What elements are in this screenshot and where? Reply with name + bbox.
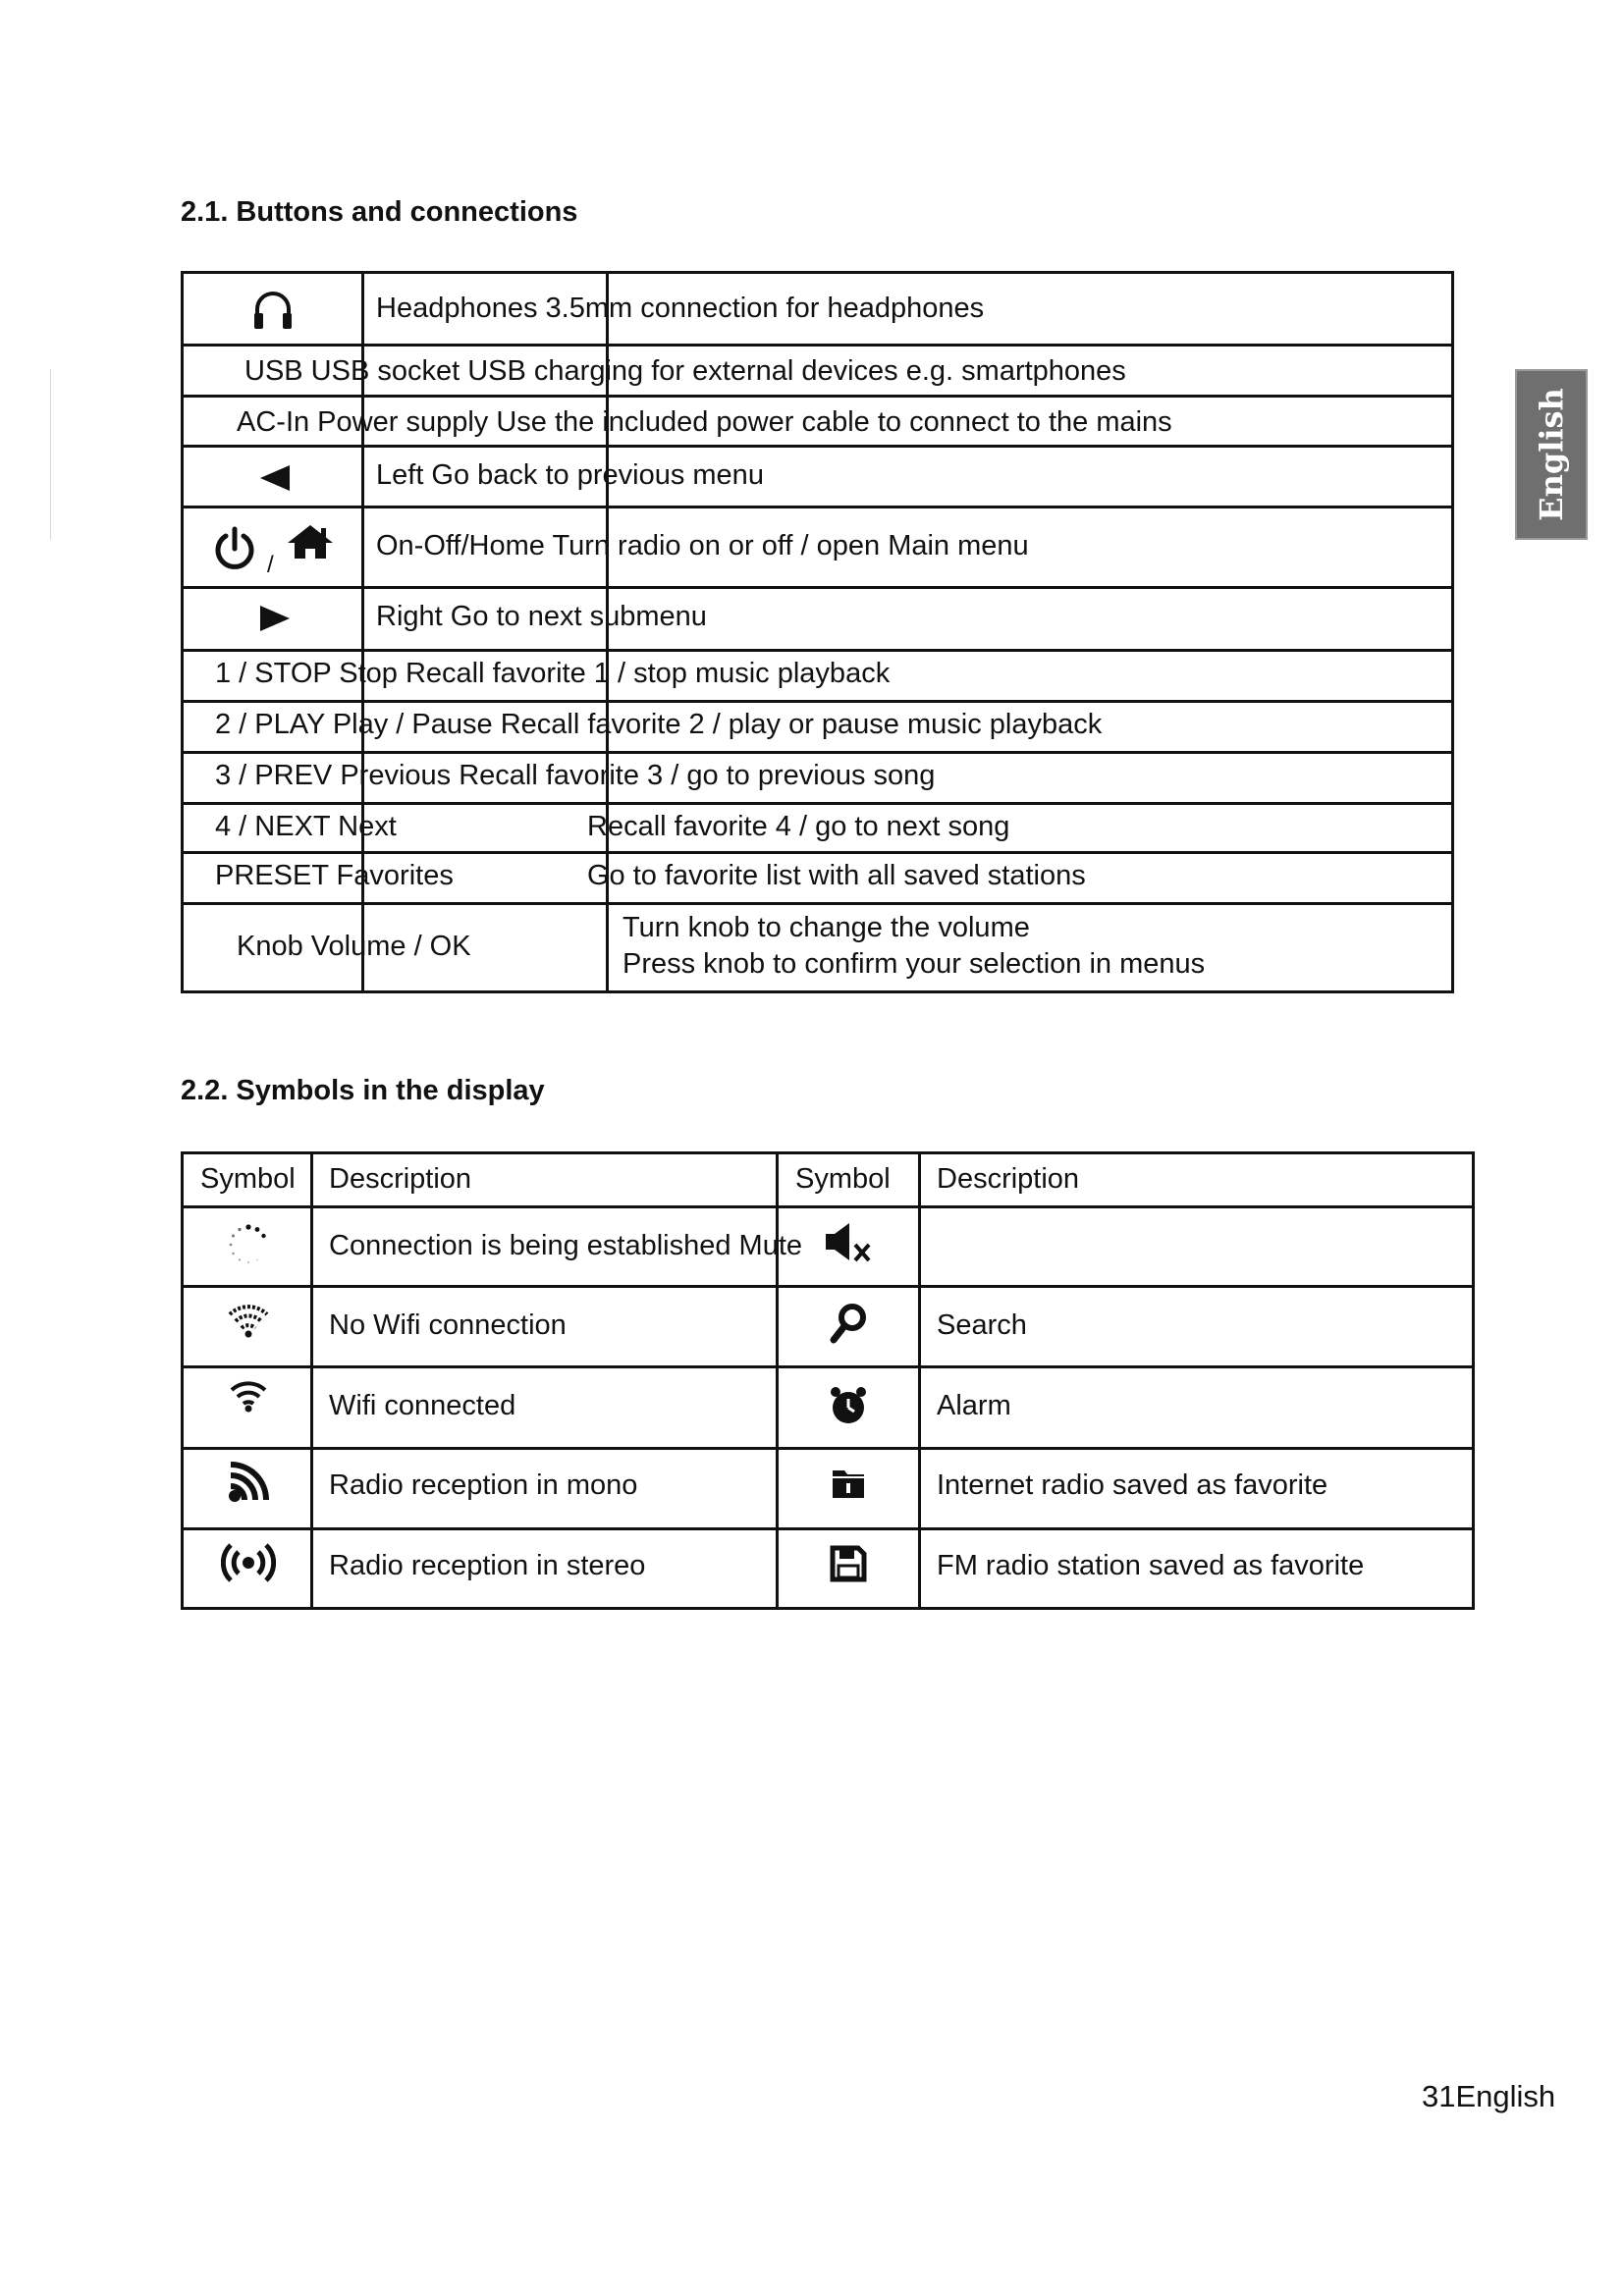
no-wifi-icon	[227, 1302, 270, 1339]
symbol-description: Alarm	[937, 1390, 1011, 1421]
mono-reception-icon	[227, 1461, 270, 1504]
table-row-divider	[184, 506, 1451, 508]
symbol-description: No Wifi connection	[329, 1309, 567, 1341]
table-row-divider	[184, 1527, 1472, 1530]
table-row-text: Go to favorite list with all saved stations	[587, 860, 1086, 891]
table-row-text: AC-In Power supply Use the included power cable to connect to the mains	[237, 406, 1172, 438]
symbols-table	[181, 1151, 1475, 1610]
section-heading-buttons: 2.1. Buttons and connections	[181, 196, 578, 228]
table-row-text: 1 / STOP Stop Recall favorite 1 / stop music playback	[215, 658, 891, 689]
save-disk-icon	[830, 1545, 867, 1582]
page-number: 31English	[1422, 2079, 1556, 2113]
loading-dots-icon	[227, 1223, 270, 1266]
table-row-divider	[184, 649, 1451, 652]
home-icon	[286, 523, 335, 561]
table-row-text: Recall favorite 4 / go to next song	[587, 811, 1010, 842]
stereo-reception-icon	[221, 1541, 276, 1584]
search-icon	[829, 1302, 868, 1345]
table-row-divider	[184, 851, 1451, 854]
table-row-divider	[184, 802, 1451, 805]
section-heading-symbols: 2.2. Symbols in the display	[181, 1075, 545, 1106]
headphones-icon	[251, 290, 295, 331]
wifi-icon	[229, 1378, 268, 1414]
left-triangle-icon	[258, 463, 292, 493]
table-row-text: Turn knob to change the volume	[623, 912, 1030, 943]
table-column-divider	[776, 1154, 779, 1607]
table-row-text: 2 / PLAY Play / Pause Recall favorite 2 / play or pause music playback	[215, 709, 1103, 740]
language-tab	[1515, 369, 1588, 540]
table-row-text: Press knob to confirm your selection in menus	[623, 948, 1206, 980]
table-row-divider	[184, 1285, 1472, 1288]
buttons-table	[181, 271, 1454, 993]
symbol-description: Internet radio saved as favorite	[937, 1469, 1328, 1501]
table-row-divider	[184, 1205, 1472, 1208]
table-row-text: On-Off/Home Turn radio on or off / open Main menu	[376, 530, 1029, 561]
column-header-description: Description	[937, 1163, 1080, 1195]
symbol-description: Radio reception in mono	[329, 1469, 638, 1501]
table-row-text: USB USB socket USB charging for external devices e.g. smartphones	[244, 355, 1126, 387]
table-row-divider	[184, 902, 1451, 905]
table-column-divider	[310, 1154, 313, 1607]
column-header-description: Description	[329, 1163, 472, 1195]
alarm-icon	[829, 1385, 868, 1426]
table-row-divider	[184, 445, 1451, 448]
table-row-text: 4 / NEXT Next	[215, 811, 397, 842]
symbol-description: FM radio station saved as favorite	[937, 1550, 1365, 1581]
symbol-description: Radio reception in stereo	[329, 1550, 646, 1581]
folder-favorite-icon	[831, 1467, 866, 1500]
table-row-text: Headphones 3.5mm connection for headphones	[376, 293, 985, 324]
margin-line	[50, 369, 51, 540]
table-row-text: Left Go back to previous menu	[376, 459, 764, 491]
right-triangle-icon	[258, 604, 292, 633]
symbol-description: Search	[937, 1309, 1027, 1341]
table-row-divider	[184, 395, 1451, 398]
table-row-divider	[184, 1365, 1472, 1368]
table-row-divider	[184, 700, 1451, 703]
table-row-divider	[184, 751, 1451, 754]
power-icon	[210, 524, 259, 573]
column-header-symbol: Symbol	[200, 1163, 296, 1195]
table-row-divider	[184, 586, 1451, 589]
table-row-text: 3 / PREV Previous Recall favorite 3 / go to previous song	[215, 760, 936, 791]
mute-icon	[824, 1221, 873, 1264]
table-row-divider	[184, 1447, 1472, 1450]
table-row-text: Right Go to next submenu	[376, 601, 707, 632]
table-column-divider	[918, 1154, 921, 1607]
symbol-description: Wifi connected	[329, 1390, 516, 1421]
table-row-divider	[184, 344, 1451, 347]
table-row-text: Knob Volume / OK	[237, 931, 471, 962]
language-tab-label: English	[1533, 388, 1570, 521]
column-header-symbol: Symbol	[795, 1163, 891, 1195]
table-row-text: PRESET Favorites	[215, 860, 454, 891]
symbol-description: Connection is being established Mute	[329, 1230, 803, 1261]
icon-separator: /	[267, 552, 274, 578]
